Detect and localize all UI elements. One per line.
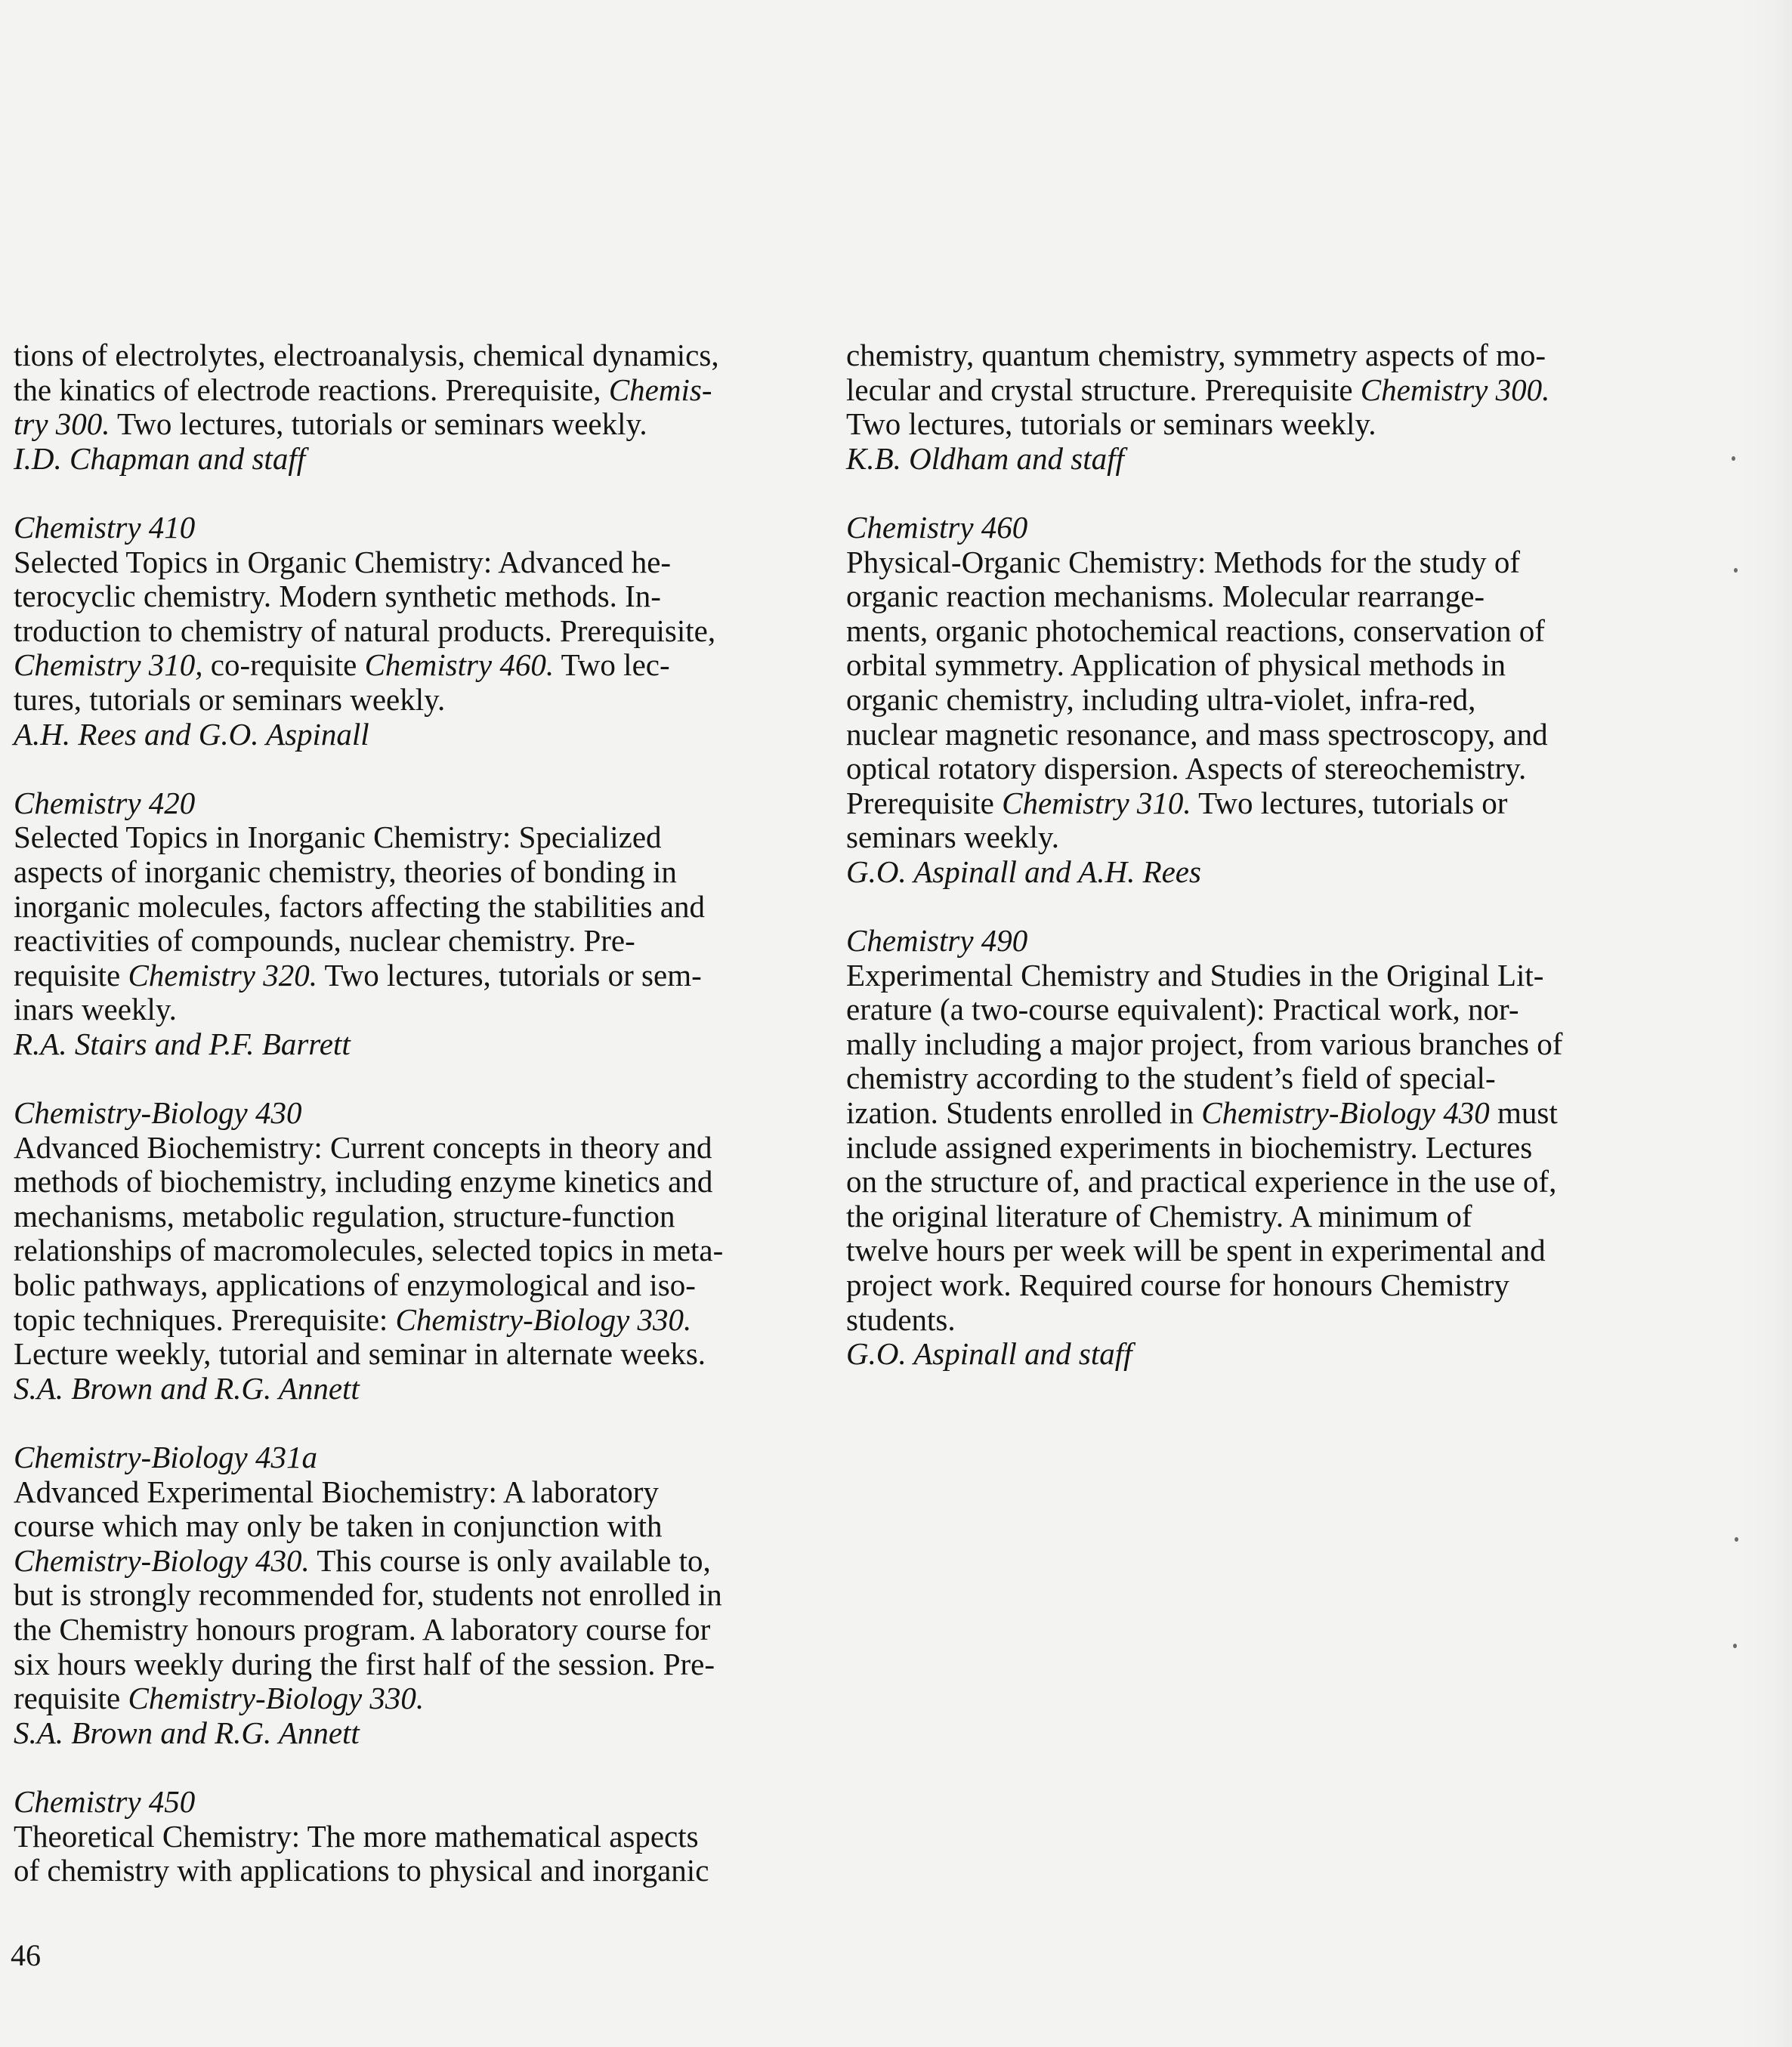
text-line [14, 442, 792, 477]
text-line [846, 1165, 1647, 1199]
text-line [14, 890, 792, 925]
text-line [14, 1440, 792, 1475]
text-line [846, 683, 1647, 718]
text-line [846, 1061, 1647, 1096]
text-run: orbital symmetry. Application of physical methods in [846, 647, 1506, 683]
text-line [14, 1681, 792, 1716]
text-run: organic chemistry, including ultra-violet, infra-red, [846, 681, 1476, 717]
text-line [14, 511, 792, 545]
text-line [14, 820, 792, 855]
text-run: tures, tutorials or seminars weekly. [14, 681, 446, 717]
italic-text: Chemistry 320. [128, 957, 317, 993]
text-run: Prerequisite [846, 785, 1003, 820]
paragraph-gap [14, 1750, 792, 1785]
page-edge-shadow [1739, 0, 1792, 2047]
text-run: mally including a major project, from various branches of [846, 1026, 1563, 1061]
text-line [846, 442, 1647, 477]
text-run: but is strongly recommended for, students not enrolled in [14, 1577, 722, 1613]
text-line [846, 786, 1647, 821]
italic-text: R.A. Stairs and P.F. Barrett [14, 1026, 351, 1061]
text-run: inars weekly. [14, 992, 177, 1027]
text-line [14, 545, 792, 580]
text-line [846, 511, 1647, 545]
text-line [846, 373, 1647, 408]
italic-text: G.O. Aspinall and A.H. Rees [846, 854, 1201, 889]
italic-text: Chemistry 490 [846, 923, 1028, 959]
text-line [14, 993, 792, 1027]
italic-text: Chemistry 450 [14, 1783, 196, 1819]
text-run: terocyclic chemistry. Modern synthetic methods. In- [14, 579, 661, 614]
text-run: the kinatics of electrode reactions. Prerequisite, [14, 372, 609, 407]
text-run: Advanced Biochemistry: Current concepts in theory and [14, 1129, 712, 1165]
text-run: ization. Students enrolled in [846, 1095, 1202, 1131]
text-line [14, 1027, 792, 1062]
text-run: co-requisite [202, 647, 365, 683]
italic-text: Chemistry 310, [14, 647, 203, 683]
scan-speck [1734, 568, 1738, 573]
italic-text: S.A. Brown and R.G. Annett [14, 1370, 360, 1406]
text-run: seminars weekly. [846, 820, 1059, 855]
text-run: Two lectures, tutorials or seminars weekly. [110, 406, 647, 442]
text-line [14, 1199, 792, 1234]
text-line [14, 1233, 792, 1268]
text-run: Advanced Experimental Biochemistry: A laboratory [14, 1474, 659, 1509]
text-line [14, 1647, 792, 1682]
text-run: on the structure of, and practical experience in the use of, [846, 1164, 1557, 1199]
text-line [14, 1337, 792, 1372]
text-run: tions of electrolytes, electroanalysis, chemical dynamics, [14, 338, 719, 372]
text-run: troduction to chemistry of natural products. Prerequisite, [14, 613, 716, 648]
text-line [14, 1303, 792, 1338]
text-run: This course is only available to, [309, 1542, 711, 1578]
text-line [14, 1820, 792, 1854]
text-line [14, 1785, 792, 1820]
text-line [846, 579, 1647, 614]
text-line [14, 1372, 792, 1406]
italic-text: Chemistry 300. [1360, 372, 1550, 407]
text-line [14, 1544, 792, 1579]
text-line [14, 855, 792, 890]
text-run: bolic pathways, applications of enzymological and iso- [14, 1267, 696, 1303]
italic-text: Chemis- [608, 372, 712, 407]
text-run: include assigned experiments in biochemistry. Lectures [846, 1129, 1533, 1165]
text-line [14, 407, 792, 442]
text-line [846, 718, 1647, 752]
text-run: must [1489, 1095, 1558, 1131]
text-line [14, 1509, 792, 1544]
text-run: inorganic molecules, factors affecting the stabilities and [14, 888, 705, 924]
text-run: ments, organic photochemical reactions, conservation of [846, 613, 1545, 648]
text-run: aspects of inorganic chemistry, theories of bonding in [14, 854, 677, 889]
text-run: six hours weekly during the first half of the session. Pre- [14, 1646, 715, 1681]
text-run: erature (a two-course equivalent): Practical work, nor- [846, 992, 1519, 1027]
italic-text: Chemistry-Biology 430. [14, 1542, 310, 1578]
text-line [846, 1303, 1647, 1338]
text-line [14, 718, 792, 752]
text-run: relationships of macromolecules, selected topics in meta- [14, 1233, 724, 1268]
text-line [846, 1337, 1647, 1372]
text-line [14, 1613, 792, 1647]
italic-text: A.H. Rees and G.O. Aspinall [14, 716, 369, 752]
scan-speck [1732, 456, 1735, 461]
text-line [846, 545, 1647, 580]
italic-text: try 300. [14, 406, 110, 442]
text-run: Selected Topics in Inorganic Chemistry: Specialized [14, 820, 662, 855]
text-line [846, 648, 1647, 683]
text-run: methods of biochemistry, including enzyme kinetics and [14, 1164, 713, 1199]
text-run: Physical-Organic Chemistry: Methods for the study of [846, 544, 1521, 579]
italic-text: G.O. Aspinall and staff [846, 1336, 1132, 1372]
italic-text: K.B. Oldham and staff [846, 440, 1124, 476]
text-line [14, 579, 792, 614]
text-line [846, 959, 1647, 993]
paragraph-gap [14, 1406, 792, 1440]
text-run: chemistry, quantum chemistry, symmetry aspects of mo- [846, 338, 1546, 372]
italic-text: Chemistry 460. [364, 647, 555, 683]
text-run: Selected Topics in Organic Chemistry: Advanced he- [14, 544, 672, 579]
text-line [14, 614, 792, 649]
text-run: Theoretical Chemistry: The more mathematical aspects [14, 1818, 699, 1854]
text-line [14, 373, 792, 408]
text-line [14, 338, 792, 373]
scan-speck [1735, 1537, 1738, 1542]
paragraph-gap [846, 476, 1647, 511]
italic-text: Chemistry 310. [1002, 785, 1191, 820]
italic-text: Chemistry-Biology 430 [1201, 1095, 1490, 1131]
text-run: students. [846, 1301, 956, 1337]
paragraph-gap [846, 890, 1647, 925]
italic-text: I.D. Chapman and staff [14, 440, 306, 476]
italic-text: Chemistry-Biology 330. [395, 1301, 692, 1337]
text-line [14, 959, 792, 993]
text-run: Two lectures, tutorials or sem- [317, 957, 702, 993]
text-line [14, 1131, 792, 1166]
text-line [14, 786, 792, 821]
text-line [846, 993, 1647, 1027]
text-line [846, 820, 1647, 855]
text-run: topic techniques. Prerequisite: [14, 1301, 396, 1337]
text-run: Experimental Chemistry and Studies in the Original Lit- [846, 957, 1544, 993]
text-run: reactivities of compounds, nuclear chemistry. Pre- [14, 923, 635, 959]
text-run: chemistry according to the student’s field of special- [846, 1061, 1496, 1096]
italic-text: S.A. Brown and R.G. Annett [14, 1715, 360, 1750]
right-column [846, 338, 1647, 1372]
text-run: the Chemistry honours program. A laboratory course for [14, 1611, 711, 1647]
text-line [14, 1268, 792, 1303]
text-run: twelve hours per week will be spent in experimental and [846, 1233, 1546, 1268]
text-run: course which may only be taken in conjunction with [14, 1508, 663, 1544]
text-line [846, 855, 1647, 890]
text-run: Lecture weekly, tutorial and seminar in alternate weeks. [14, 1336, 706, 1372]
text-run: mechanisms, metabolic regulation, structure-function [14, 1198, 675, 1233]
text-line [846, 1233, 1647, 1268]
italic-text: Chemistry-Biology 430 [14, 1095, 302, 1131]
text-line [846, 338, 1647, 373]
text-line [14, 1475, 792, 1510]
text-run: nuclear magnetic resonance, and mass spectroscopy, and [846, 716, 1548, 752]
text-run: requisite [14, 957, 128, 993]
text-run: Two lectures, tutorials or [1191, 785, 1508, 820]
text-line [846, 1096, 1647, 1131]
text-run: Two lectures, tutorials or seminars weekly. [846, 406, 1376, 442]
text-line [846, 1131, 1647, 1166]
text-line [14, 1716, 792, 1751]
text-run: the original literature of Chemistry. A minimum of [846, 1198, 1472, 1233]
text-run: project work. Required course for honours Chemistry [846, 1267, 1509, 1303]
text-line [846, 1199, 1647, 1234]
text-line [14, 1854, 792, 1888]
text-line [846, 614, 1647, 649]
text-line [846, 1027, 1647, 1062]
text-run: organic reaction mechanisms. Molecular rearrange- [846, 579, 1485, 614]
text-line [14, 1096, 792, 1131]
text-run: requisite [14, 1681, 128, 1716]
text-line [846, 407, 1647, 442]
text-line [14, 648, 792, 683]
text-line [846, 1268, 1647, 1303]
italic-text: Chemistry 460 [846, 509, 1028, 545]
text-run: optical rotatory dispersion. Aspects of stereochemistry. [846, 751, 1527, 786]
text-line [14, 1165, 792, 1199]
text-run: of chemistry with applications to physical and inorganic [14, 1853, 709, 1888]
paragraph-gap [14, 752, 792, 786]
italic-text: Chemistry-Biology 330. [128, 1681, 425, 1716]
italic-text: Chemistry-Biology 431a [14, 1440, 317, 1474]
paragraph-gap [14, 476, 792, 511]
italic-text: Chemistry 410 [14, 509, 196, 545]
text-run: Two lec- [554, 647, 670, 683]
text-line [14, 924, 792, 959]
text-line [846, 924, 1647, 959]
left-column [14, 338, 792, 1888]
text-line [846, 752, 1647, 786]
paragraph-gap [14, 1061, 792, 1096]
text-line [14, 1578, 792, 1613]
scan-speck [1733, 1644, 1737, 1648]
page-number: 46 [11, 1938, 41, 1972]
italic-text: Chemistry 420 [14, 785, 196, 820]
text-run: lecular and crystal structure. Prerequisite [846, 372, 1361, 407]
text-line [14, 683, 792, 718]
